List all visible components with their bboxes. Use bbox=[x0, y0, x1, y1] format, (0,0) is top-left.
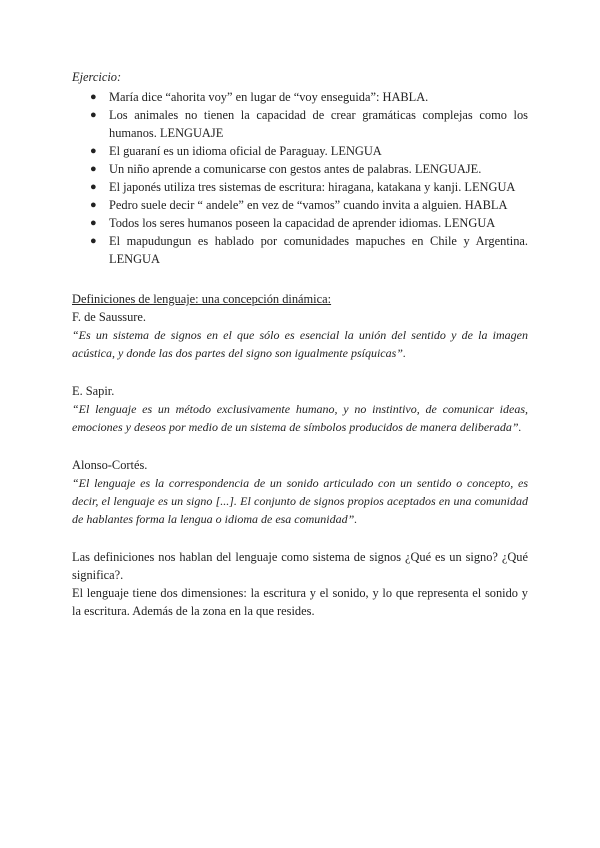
spacer bbox=[72, 436, 528, 456]
exercise-label: Ejercicio: bbox=[72, 70, 122, 84]
closing-paragraph-2: El lenguaje tiene dos dimensiones: la escritura y el sonido, y lo que representa el sonido y la escritura. Además de la zona en la que resides. bbox=[72, 586, 528, 618]
spacer bbox=[72, 362, 528, 382]
bullet-icon: ● bbox=[90, 217, 97, 229]
closing-paragraph-1: Las definiciones nos hablan del lenguaje como sistema de signos ¿Qué es un signo? ¿Qué significa?. bbox=[72, 550, 528, 582]
bullet-icon: ● bbox=[90, 109, 97, 121]
list-item bbox=[90, 88, 528, 106]
list-item-text: Un niño aprende a comunicarse con gestos antes de palabras. LENGUAJE. bbox=[109, 162, 482, 176]
bullet-icon: ● bbox=[90, 91, 97, 103]
list-item-text: El guaraní es un idioma oficial de Paraguay. LENGUA bbox=[109, 144, 382, 158]
quote-sapir: “El lenguaje es un método exclusivamente humano, y no instintivo, de comunicar ideas, emociones y deseos por medio de un sistema de símbolos producidos de manera deliberada”. bbox=[72, 402, 528, 434]
bullet-icon: ● bbox=[90, 163, 97, 175]
list-item bbox=[90, 160, 528, 178]
list-item-text: Los animales no tienen la capacidad de crear gramáticas complejas como los humanos. LENGUAJE bbox=[109, 108, 528, 140]
list-item-text: El japonés utiliza tres sistemas de escritura: hiragana, katakana y kanji. LENGUA bbox=[109, 180, 516, 194]
list-item bbox=[90, 196, 528, 214]
list-item-text: María dice “ahorita voy” en lugar de “voy enseguida”: HABLA. bbox=[109, 90, 429, 104]
quote-alonso-cortes: “El lenguaje es la correspondencia de un sonido articulado con un sentido o concepto, es decir, el lenguaje es un signo [...]. El conjunto de signos propios aceptados en una comunidad de hablantes forma la lengua o idioma de esa comunidad”. bbox=[72, 476, 528, 526]
list-item bbox=[90, 178, 528, 196]
author-saussure: F. de Saussure. bbox=[72, 310, 147, 324]
exercise-list bbox=[72, 88, 528, 268]
bullet-icon: ● bbox=[90, 145, 97, 157]
quote-saussure: “Es un sistema de signos en el que sólo es esencial la unión del sentido y de la imagen acústica, y donde las dos partes del signo son igualmente psíquicas”. bbox=[72, 328, 528, 360]
definitions-title: Definiciones de lenguaje: una concepción dinámica: bbox=[72, 292, 332, 306]
bullet-icon: ● bbox=[90, 199, 97, 211]
list-item-text: Todos los seres humanos poseen la capacidad de aprender idiomas. LENGUA bbox=[109, 216, 496, 230]
list-item bbox=[90, 142, 528, 160]
list-item bbox=[90, 232, 528, 268]
list-item-text: El mapudungun es hablado por comunidades mapuches en Chile y Argentina. LENGUA bbox=[109, 234, 528, 266]
document-page bbox=[72, 68, 528, 620]
list-item-text: Pedro suele decir “ andele” en vez de “vamos” cuando invita a alguien. HABLA bbox=[109, 198, 508, 212]
list-item bbox=[90, 106, 528, 142]
author-sapir: E. Sapir. bbox=[72, 384, 115, 398]
bullet-icon: ● bbox=[90, 235, 97, 247]
list-item bbox=[90, 214, 528, 232]
author-alonso-cortes: Alonso-Cortés. bbox=[72, 458, 148, 472]
spacer bbox=[72, 528, 528, 548]
bullet-icon: ● bbox=[90, 181, 97, 193]
